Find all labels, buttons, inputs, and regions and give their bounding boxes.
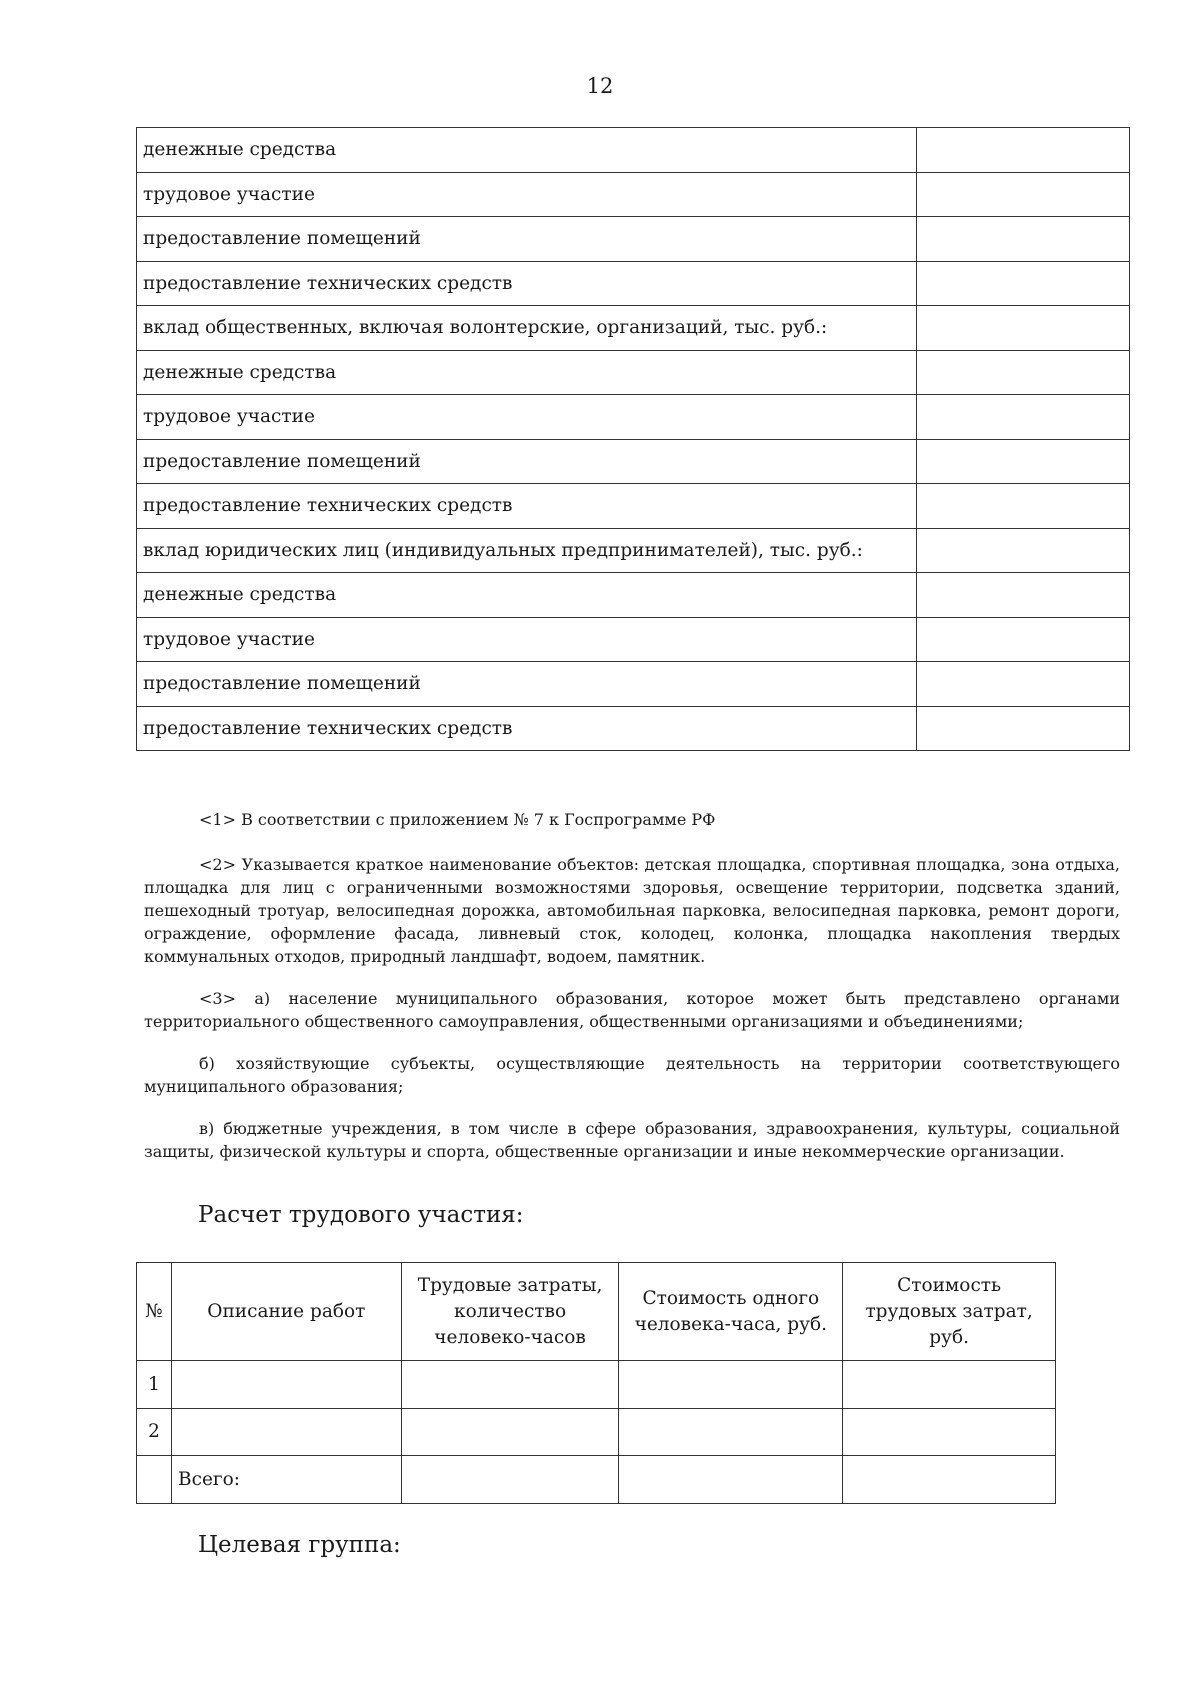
table-row-total xyxy=(137,1456,1056,1504)
total-label: Всего: xyxy=(171,1456,401,1504)
row-label: вклад общественных, включая волонтерские, организаций, тыс. руб.: xyxy=(137,306,917,351)
table-row xyxy=(137,395,1130,440)
header-total-cost: Стоимость трудовых затрат, руб. xyxy=(843,1263,1056,1361)
header-number: № xyxy=(137,1263,172,1361)
value-cell[interactable] xyxy=(917,217,1130,262)
header-labor-hours: Трудовые затраты, количество человеко-часов xyxy=(401,1263,619,1361)
table-row xyxy=(137,662,1130,707)
table-row xyxy=(137,706,1130,751)
total-cost-cell[interactable] xyxy=(843,1456,1056,1504)
value-cell[interactable] xyxy=(917,573,1130,618)
value-cell[interactable] xyxy=(917,306,1130,351)
row-label: предоставление технических средств xyxy=(137,261,917,306)
table-row xyxy=(137,172,1130,217)
header-hour-cost: Стоимость одного человека-часа, руб. xyxy=(619,1263,843,1361)
header-description: Описание работ xyxy=(171,1263,401,1361)
row-label: предоставление помещений xyxy=(137,662,917,707)
table-row xyxy=(137,1361,1056,1409)
row-label: денежные средства xyxy=(137,573,917,618)
table-row xyxy=(137,350,1130,395)
row-label: денежные средства xyxy=(137,128,917,173)
row-label: трудовое участие xyxy=(137,395,917,440)
value-cell[interactable] xyxy=(917,528,1130,573)
hour-cost-cell[interactable] xyxy=(619,1408,843,1456)
description-cell[interactable] xyxy=(171,1361,401,1409)
row-label: предоставление технических средств xyxy=(137,706,917,751)
table-row xyxy=(137,439,1130,484)
table-row xyxy=(137,128,1130,173)
labor-table xyxy=(136,1262,1056,1504)
hour-cost-cell[interactable] xyxy=(619,1456,843,1504)
table-header-row xyxy=(137,1263,1056,1361)
value-cell[interactable] xyxy=(917,484,1130,529)
value-cell[interactable] xyxy=(917,439,1130,484)
table-row xyxy=(137,1408,1056,1456)
total-cost-cell[interactable] xyxy=(843,1361,1056,1409)
row-label: предоставление помещений xyxy=(137,439,917,484)
contribution-table xyxy=(136,127,1130,751)
page-number: 12 xyxy=(586,74,614,98)
row-label: денежные средства xyxy=(137,350,917,395)
value-cell[interactable] xyxy=(917,350,1130,395)
table-row xyxy=(137,484,1130,529)
row-label: предоставление помещений xyxy=(137,217,917,262)
labor-heading: Расчет трудового участия: xyxy=(198,1202,524,1228)
row-label: трудовое участие xyxy=(137,172,917,217)
value-cell[interactable] xyxy=(917,395,1130,440)
hour-cost-cell[interactable] xyxy=(619,1361,843,1409)
table-row xyxy=(137,617,1130,662)
footnote-3c: в) бюджетные учреждения, в том числе в сфере образования, здравоохранения, культуры, социальной защиты, физической культуры и спорта, общественные организации и иные некоммерческие организации. xyxy=(144,1119,1120,1161)
table-row xyxy=(137,573,1130,618)
value-cell[interactable] xyxy=(917,172,1130,217)
row-label: предоставление технических средств xyxy=(137,484,917,529)
footnotes xyxy=(144,808,1120,1182)
table-row xyxy=(137,306,1130,351)
row-number: 1 xyxy=(137,1361,172,1409)
target-group-heading: Целевая группа: xyxy=(198,1532,401,1558)
hours-cell[interactable] xyxy=(401,1361,619,1409)
description-cell[interactable] xyxy=(171,1408,401,1456)
footnote-2: <2> Указывается краткое наименование объектов: детская площадка, спортивная площадка, зона отдыха, площадка для лиц с ограниченными возможностями здоровья, освещение территории, подсветка зданий, пешеходный тротуар, велосипедная дорожка, автомобильная парковка, велосипедная парковка, ремонт дороги, ограждение, оформление фасада, ливневый сток, колодец, колонка, площадка накопления твердых коммунальных отходов, природный ландшафт, водоем, памятник. xyxy=(144,855,1120,966)
row-number: 2 xyxy=(137,1408,172,1456)
row-number xyxy=(137,1456,172,1504)
footnote-3a: <3> а) население муниципального образования, которое может быть представлено органами территориального общественного самоуправления, общественными организациями и объединениями; xyxy=(144,989,1120,1031)
value-cell[interactable] xyxy=(917,617,1130,662)
footnote-3b: б) хозяйствующие субъекты, осуществляющие деятельность на территории соответствующего муниципального образования; xyxy=(144,1054,1120,1096)
value-cell[interactable] xyxy=(917,706,1130,751)
row-label: трудовое участие xyxy=(137,617,917,662)
value-cell[interactable] xyxy=(917,662,1130,707)
total-cost-cell[interactable] xyxy=(843,1408,1056,1456)
table-row xyxy=(137,217,1130,262)
value-cell[interactable] xyxy=(917,128,1130,173)
value-cell[interactable] xyxy=(917,261,1130,306)
table-row xyxy=(137,261,1130,306)
hours-cell[interactable] xyxy=(401,1408,619,1456)
row-label: вклад юридических лиц (индивидуальных предпринимателей), тыс. руб.: xyxy=(137,528,917,573)
table-row xyxy=(137,528,1130,573)
hours-cell[interactable] xyxy=(401,1456,619,1504)
footnote-1: <1> В соответствии с приложением № 7 к Госпрограмме РФ xyxy=(199,810,716,829)
